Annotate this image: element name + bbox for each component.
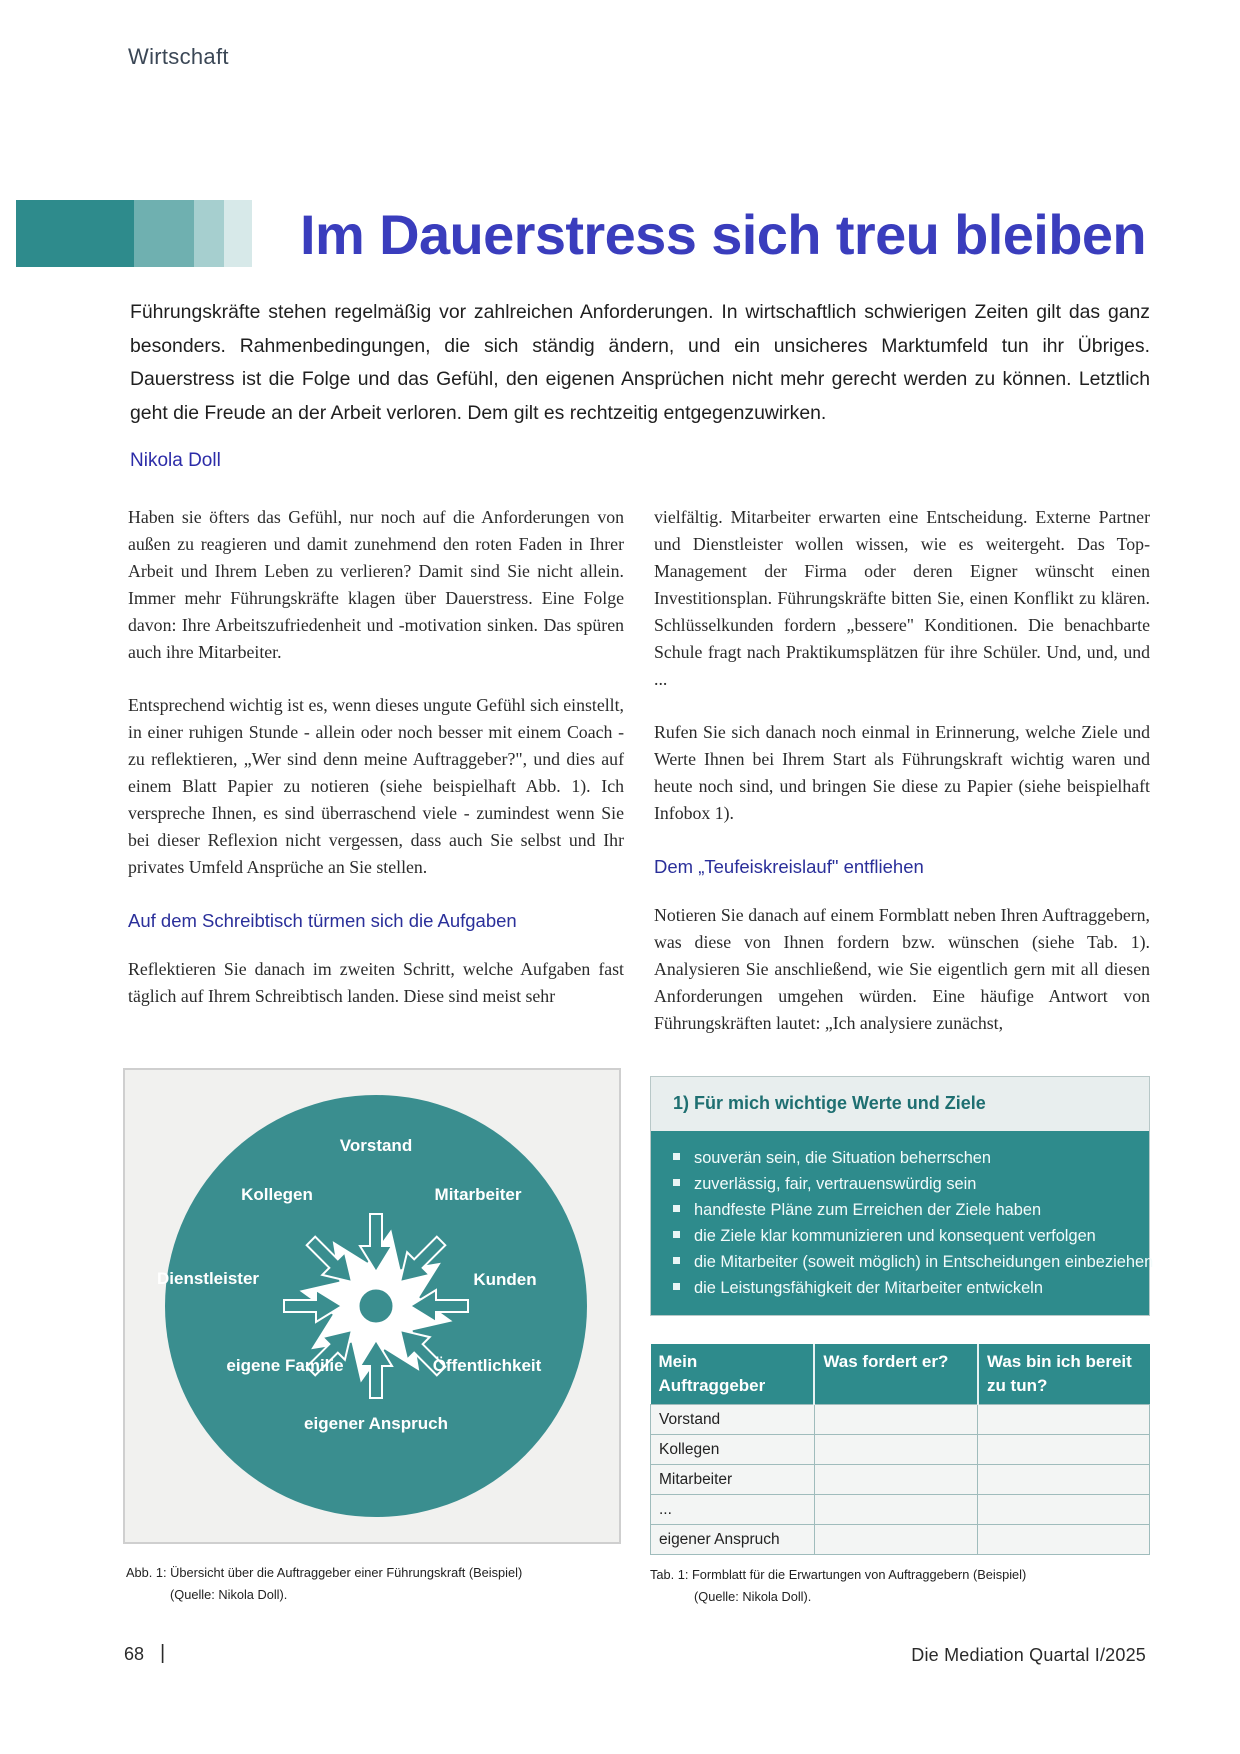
infobox-heading: 1) Für mich wichtige Werte und Ziele <box>651 1077 1149 1131</box>
table-cell-empty <box>814 1525 978 1555</box>
section-label: Wirtschaft <box>128 44 229 69</box>
table-header-cell: Was bin ich bereit zu tun? <box>978 1344 1150 1405</box>
label-oeffentlichkeit: Öffentlichkeit <box>432 1356 542 1375</box>
auftraggeber-table <box>650 1344 1150 1555</box>
table-caption-source: (Quelle: Nikola Doll). <box>694 1589 812 1604</box>
title-color-band <box>194 200 224 267</box>
bullet-square-icon <box>673 1153 680 1160</box>
infobox-list <box>673 1145 1153 1301</box>
table-row <box>651 1435 1150 1465</box>
paragraph: Reflektieren Sie danach im zweiten Schritt, welche Aufgaben fast täglich auf Ihrem Schreibtisch landen. Diese sind meist sehr <box>128 959 624 1006</box>
table-caption <box>650 1564 1026 1608</box>
table-cell-empty <box>978 1405 1150 1435</box>
table-cell-empty <box>814 1465 978 1495</box>
text-column-right <box>654 504 1150 1063</box>
infobox-item-text: handfeste Pläne zum Erreichen der Ziele haben <box>694 1201 1042 1219</box>
infobox-item <box>673 1275 1153 1301</box>
paragraph: Entsprechend wichtig ist es, wenn dieses ungute Gefühl sich einstellt, in einer ruhigen Stunde - allein oder noch besser mit einem Coach - zu reflektieren, „Wer sind denn meine Auftraggeber?", und dies auf einem Blatt Papier zu notieren (siehe beispielhaft Abb. 1). Ich verspreche Ihnen, es sind überraschend viele - zumindest wenn Sie bei dieser Reflexion nicht vergessen, dass auch Sie selbst und Ihr privates Umfeld Ansprüche an Sie stellen. <box>128 695 624 877</box>
article-title: Im Dauerstress sich treu bleiben <box>300 203 1147 266</box>
article-lead: Führungskräfte stehen regelmäßig vor zahlreichen Anforderungen. In wirtschaftlich schwierigen Zeiten gilt das ganz besonders. Rahmenbedingungen, die sich ständig ändern, und ein unsicheres Marktumfeld tun ihr Übriges. Dauerstress ist die Folge und das Gefühl, den eigenen Ansprüchen nicht mehr gerecht werden zu können. Letztlich geht die Freude an der Arbeit verloren. Dem gilt es rechtzeitig entgegenzuwirken. <box>130 301 1150 424</box>
infobox-item-text: die Mitarbeiter (soweit möglich) in Entscheidungen einbeziehen <box>694 1253 1154 1271</box>
paragraph: Notieren Sie danach auf einem Formblatt neben Ihren Auftraggebern, was diese von Ihnen fordern bzw. wünschen (siehe Tab. 1). Analysieren Sie anschließend, wie Sie eigentlich gern mit all diesen Anforderungen umgehen würden. Eine häufige Antwort von Führungskräften lautet: „Ich analysiere zunächst, <box>654 905 1150 1033</box>
table-cell: Mitarbeiter <box>651 1465 815 1495</box>
text-column-left <box>128 504 624 1036</box>
table-row <box>651 1405 1150 1435</box>
infobox-item-text: die Leistungsfähigkeit der Mitarbeiter entwickeln <box>694 1279 1043 1297</box>
label-kunden: Kunden <box>473 1270 537 1289</box>
label-vorstand: Vorstand <box>339 1136 413 1155</box>
table-cell-empty <box>978 1435 1150 1465</box>
infobox-item-text: souverän sein, die Situation beherrschen <box>694 1149 992 1167</box>
label-eigene-familie: eigene Familie <box>226 1356 344 1375</box>
infobox-item <box>673 1249 1153 1275</box>
bullet-square-icon <box>673 1205 680 1212</box>
infobox-item-text: zuverlässig, fair, vertrauenswürdig sein <box>694 1175 977 1193</box>
bullet-square-icon <box>673 1257 680 1264</box>
auftraggeber-diagram-svg <box>125 1070 623 1546</box>
title-color-band <box>224 200 252 267</box>
table-cell-empty <box>814 1435 978 1465</box>
title-color-band <box>134 200 194 267</box>
auftraggeber-table-wrapper <box>650 1344 1150 1555</box>
figure-auftraggeber-diagram <box>123 1068 621 1544</box>
table-cell-empty <box>814 1495 978 1525</box>
table-cell-empty <box>814 1405 978 1435</box>
subheading: Dem „Teufeiskreislauf" entfliehen <box>654 856 924 877</box>
bullet-square-icon <box>673 1179 680 1186</box>
label-eigener-anspruch: eigener Anspruch <box>304 1414 448 1433</box>
table-row <box>651 1465 1150 1495</box>
table-cell: Vorstand <box>651 1405 815 1435</box>
table-caption-line: Tab. 1: Formblatt für die Erwartungen von Auftraggebern (Beispiel) <box>650 1567 1027 1582</box>
figure-caption <box>126 1562 522 1606</box>
bullet-square-icon <box>673 1231 680 1238</box>
label-mitarbeiter: Mitarbeiter <box>434 1185 522 1204</box>
infobox-item <box>673 1145 1153 1171</box>
infobox-item <box>673 1223 1153 1249</box>
table-header-cell: Was fordert er? <box>814 1344 978 1405</box>
page-separator: | <box>160 1642 166 1664</box>
diagram-center <box>358 1288 394 1324</box>
table-cell: Kollegen <box>651 1435 815 1465</box>
paragraph: Haben sie öfters das Gefühl, nur noch auf die Anforderungen von außen zu reagieren und damit zunehmend den roten Faden in Ihrer Arbeit und Ihrem Leben zu verlieren? Damit sind Sie nicht allein. Immer mehr Führungskräfte klagen über Dauerstress. Eine Folge davon: Ihre Arbeitszufriedenheit und -motivation sinken. Das spüren auch ihre Mitarbeiter. <box>128 507 624 662</box>
infobox-item <box>673 1171 1153 1197</box>
title-color-band <box>16 200 134 267</box>
figure-caption-source: (Quelle: Nikola Doll). <box>170 1587 288 1602</box>
figure-caption-line: Abb. 1: Übersicht über die Auftraggeber einer Führungskraft (Beispiel) <box>126 1565 523 1580</box>
table-cell-empty <box>978 1495 1150 1525</box>
infobox-item-text: die Ziele klar kommunizieren und konsequent verfolgen <box>694 1227 1096 1245</box>
table-row <box>651 1495 1150 1525</box>
table-row <box>651 1525 1150 1555</box>
infobox-werte-ziele <box>650 1076 1154 1316</box>
table-header-row <box>651 1344 1150 1405</box>
table-cell-empty <box>978 1525 1150 1555</box>
table-cell: ... <box>651 1495 815 1525</box>
table-cell-empty <box>978 1465 1150 1495</box>
bullet-square-icon <box>673 1283 680 1290</box>
label-kollegen: Kollegen <box>241 1185 313 1204</box>
table-cell: eigener Anspruch <box>651 1525 815 1555</box>
subheading: Auf dem Schreibtisch türmen sich die Aufgaben <box>128 910 517 931</box>
author-name: Nikola Doll <box>130 450 221 471</box>
paragraph: vielfältig. Mitarbeiter erwarten eine Entscheidung. Externe Partner und Dienstleister wollen wissen, wie es weitergeht. Das Top-Management der Firma oder deren Eigner wünscht einen Investitionsplan. Führungskräfte bitten Sie, einen Konflikt zu klären. Schlüsselkunden fordern „bessere" Konditionen. Die benachbarte Schule fragt nach Praktikumsplätzen für ihre Schüler. Und, und, und ... <box>654 507 1150 689</box>
table-header-cell: Mein Auftraggeber <box>651 1344 815 1405</box>
page-number: 68 <box>124 1644 145 1664</box>
infobox-item <box>673 1197 1153 1223</box>
paragraph: Rufen Sie sich danach noch einmal in Erinnerung, welche Ziele und Werte Ihnen bei Ihrem Start als Führungskraft wichtig waren und heute noch sind, und bringen Sie diese zu Papier (siehe beispielhaft Infobox 1). <box>654 722 1150 823</box>
label-dienstleister: Dienstleister <box>157 1269 260 1288</box>
journal-name: Die Mediation Quartal I/2025 <box>911 1645 1146 1665</box>
